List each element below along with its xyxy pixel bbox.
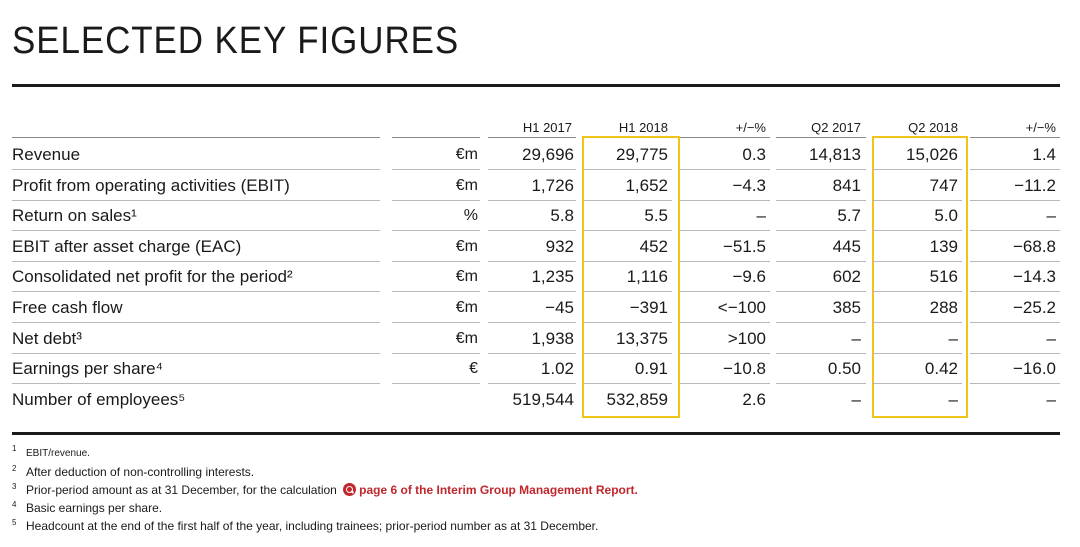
row-unit: €m [455,146,478,163]
table-cell: 5.7 [837,206,861,226]
footnote-4 [12,499,638,517]
table-cell: 1.02 [540,359,574,379]
table-cell: 1,726 [531,175,574,195]
table-row [12,262,1060,292]
table-cell: −45 [545,298,574,317]
row-unit: €m [455,329,478,347]
table-cell: 2.6 [742,389,766,409]
table-cell: 452 [639,236,668,256]
header-underline [680,137,770,138]
footnote-1-text: EBIT/revenue. [26,448,90,459]
row-label: Net debt³ [12,328,82,348]
table-row [12,354,1060,384]
footnote-5-mark: 5 [12,518,17,527]
row-unit: % [463,207,478,225]
footnote-1-mark: 1 [12,444,17,453]
table-cell: 519,544 [512,389,574,409]
table-cell: 29,775 [616,145,668,164]
table-cell: 5.5 [644,206,668,226]
table-cell: −11.2 [1014,175,1056,195]
row-label: Earnings per share⁴ [12,359,163,379]
table-cell: – [948,389,958,409]
table-cell: 1,116 [626,267,668,287]
table-cell: 5.0 [934,206,958,226]
table-cell: −16.0 [1012,359,1056,379]
row-unit: € [469,360,478,378]
table-cell: 0.91 [634,359,668,379]
row-label: Return on sales¹ [12,206,137,226]
table-row [12,201,1060,231]
header-underline [392,137,480,138]
table-cell: 1,938 [531,328,574,348]
table-cell: 14,813 [809,145,861,164]
row-unit: €m [455,237,478,255]
table-cell: −9.6 [732,267,766,287]
table-cell: – [756,206,766,226]
table-cell: 841 [832,175,861,195]
footnote-5-text: Headcount at the end of the first half of the year, including trainees; prior-period number as at 31 December. [26,519,599,533]
col-header-q2-2017: Q2 2017 [811,120,861,135]
col-header-change-h1: +/−% [735,120,766,135]
table-cell: 288 [929,298,958,317]
table-cell: 1,235 [531,267,574,287]
table-row [12,293,1060,323]
row-label: Free cash flow [12,298,123,317]
row-unit: €m [455,268,478,286]
table-cell: −25.2 [1012,298,1056,317]
table-cell: – [1046,389,1056,409]
header-underline [488,137,576,138]
footnote-2-mark: 2 [12,464,17,473]
table-cell: >100 [727,328,766,348]
table-row [12,140,1060,170]
table-cell: – [851,389,861,409]
row-unit: €m [455,176,478,194]
header-underline [776,137,866,138]
table-cell: 0.3 [742,145,766,164]
table-cell: 532,859 [606,389,668,409]
table-cell: 602 [832,267,861,287]
col-header-q2-2018: Q2 2018 [908,120,958,135]
row-label: Revenue [12,145,81,164]
table-cell: <−100 [717,298,766,317]
table-cell: −14.3 [1012,267,1056,287]
table-cell: 747 [929,175,958,195]
footnote-2-text: After deduction of non-controlling interests. [26,465,255,479]
row-label: EBIT after asset charge (EAC) [12,236,242,256]
footnote-3 [12,481,638,499]
table-cell: 15,026 [906,145,958,164]
top-rule [12,84,1060,87]
page-title: SELECTED KEY FIGURES [12,20,460,62]
table-cell: – [948,328,958,348]
table-cell: −10.8 [722,359,766,379]
header-underline [12,137,380,138]
table-cell: −51.5 [722,236,766,256]
col-header-h1-2018: H1 2018 [618,120,668,135]
table-cell: – [851,328,861,348]
table-cell: 932 [545,236,574,256]
footnote-4-mark: 4 [12,500,17,509]
table-row [12,385,1060,415]
table-row [12,232,1060,262]
footnote-3-text: Prior-period amount as at 31 December, for the calculation [26,483,337,497]
magnifier-arrow-icon[interactable] [343,483,356,496]
table-cell: 0.42 [924,359,958,379]
table-cell: 1.4 [1032,145,1056,164]
table-row [12,171,1060,201]
table-cell: −391 [629,298,668,317]
table-row [12,324,1060,354]
footnote-2 [12,463,638,481]
table-cell: – [1046,206,1056,226]
footnote-5 [12,517,638,535]
footnotes [12,443,638,535]
table-cell: 1,652 [625,175,668,195]
footnote-4-text: Basic earnings per share. [26,501,163,515]
table-cell: – [1046,328,1056,348]
table-cell: 29,696 [522,145,574,164]
table-cell: 5.8 [550,206,574,226]
table-cell: 385 [832,298,861,317]
table-cell: −4.3 [732,175,766,195]
interim-report-link[interactable]: page 6 of the Interim Group Management Report. [359,483,638,497]
row-label: Consolidated net profit for the period² [12,267,293,287]
table-cell: −68.8 [1012,236,1056,256]
table-cell: 139 [929,236,958,256]
col-header-h1-2017: H1 2017 [522,120,572,135]
table-cell: 0.50 [827,359,861,379]
table-cell: 516 [929,267,958,287]
row-unit: €m [455,299,478,316]
row-label: Number of employees⁵ [12,389,186,409]
col-header-change-q2: +/−% [1025,120,1056,135]
footnote-3-mark: 3 [12,482,17,491]
bottom-rule [12,432,1060,435]
footnote-1 [12,443,638,463]
header-underline [970,137,1060,138]
table-cell: 13,375 [616,328,668,348]
table-cell: 445 [832,236,861,256]
row-label: Profit from operating activities (EBIT) [12,175,290,195]
